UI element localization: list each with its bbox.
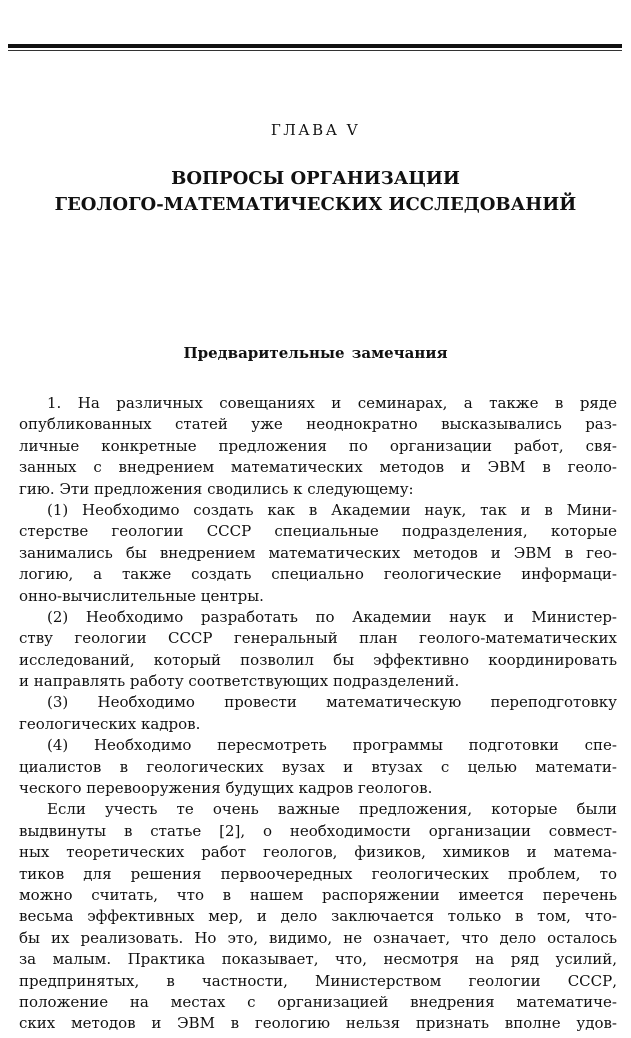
body-line: (2) Необходимо разработать по Академии наук и Министер- [47, 607, 617, 626]
chapter-title-line-2: ГЕОЛОГО-МАТЕМАТИЧЕСКИХ ИССЛЕДОВАНИЙ [54, 194, 577, 215]
body-line: ству геологии СССР генеральный план геолого-математических [19, 629, 617, 648]
body-line: занимались бы внедрением математических методов и ЭВМ в гео- [19, 543, 617, 562]
body-line: выдвинуты в статье [2], о необходимости организации совмест- [19, 821, 617, 840]
top-rule [8, 44, 622, 48]
body-line: (1) Необходимо создать как в Академии наук, так и в Мини- [47, 500, 617, 519]
body-line: тиков для решения первоочередных геологических проблем, то [19, 864, 617, 883]
chapter-label: ГЛАВА V [270, 121, 361, 139]
body-line: геологических кадров. [19, 714, 201, 733]
body-line: ных теоретических работ геологов, физиков, химиков и матема- [19, 843, 617, 862]
body-line: занных с внедрением математических методов и ЭВМ в геоло- [19, 458, 617, 477]
body-line: за малым. Практика показывает, что, несмотря на ряд усилий, [19, 950, 617, 969]
body-line: ческого перевооружения будущих кадров геологов. [19, 779, 433, 798]
chapter-title [0, 166, 631, 218]
body-line: гию. Эти предложения сводились к следующему: [19, 479, 414, 498]
body-text [19, 393, 617, 1035]
top-rule-thin [8, 50, 622, 51]
body-line: логию, а также создать специально геологические информаци- [19, 565, 617, 584]
section-heading: Предварительные замечания [183, 344, 448, 362]
body-line: (4) Необходимо пересмотреть программы подготовки спе- [47, 736, 617, 755]
body-line: предпринятых, в частности, Министерством геологии СССР, [19, 971, 617, 990]
body-line: опубликованных статей уже неоднократно высказывались раз- [19, 415, 617, 434]
body-line: 1. На различных совещаниях и семинарах, а также в ряде [47, 394, 617, 412]
body-line: личные конкретные предложения по организации работ, свя- [19, 436, 617, 455]
body-line: ских методов и ЭВМ в геологию нельзя признать вполне удов- [19, 1014, 617, 1033]
body-line: (3) Необходимо провести математическую переподготовку [47, 693, 617, 712]
body-line: онно-вычислительные центры. [19, 586, 264, 605]
body-line: бы их реализовать. Но это, видимо, не означает, что дело осталось [19, 928, 617, 947]
body-line: стерстве геологии СССР специальные подразделения, которые [19, 522, 617, 541]
body-line: Если учесть те очень важные предложения, которые были [47, 800, 617, 819]
chapter-title-line-1: ВОПРОСЫ ОРГАНИЗАЦИИ [171, 168, 460, 189]
body-line: положение на местах с организацией внедрения математиче- [19, 992, 617, 1011]
body-line: можно считать, что в нашем распоряжении имеется перечень [19, 885, 617, 904]
body-line: исследований, который позволил бы эффективно координировать [19, 650, 617, 669]
body-line: и направлять работу соответствующих подразделений. [19, 672, 460, 691]
body-line: циалистов в геологических вузах и втузах с целью математи- [19, 757, 617, 776]
body-line: весьма эффективных мер, и дело заключается только в том, что- [19, 907, 617, 926]
